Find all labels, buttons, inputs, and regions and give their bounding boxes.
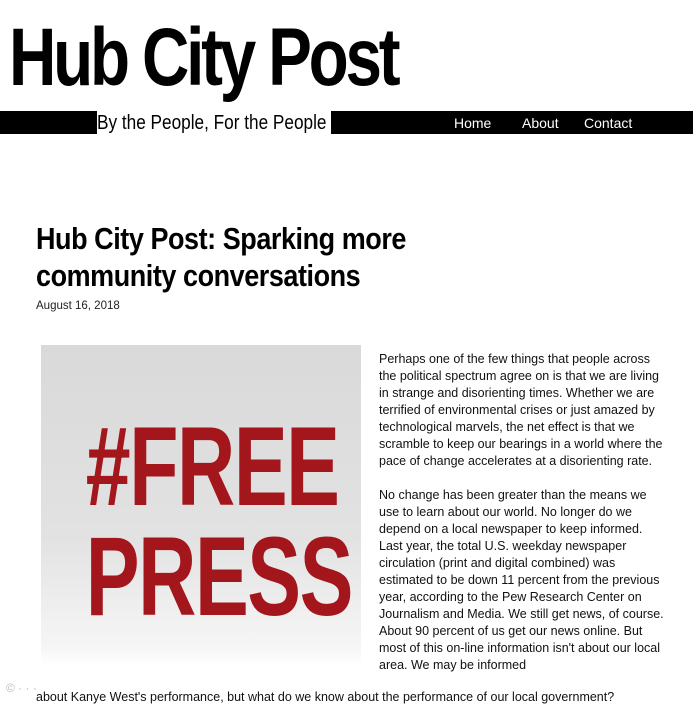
post-date: August 16, 2018 xyxy=(36,300,120,312)
article-body xyxy=(379,351,669,691)
image-text-press: PRESS xyxy=(85,514,352,639)
site-title[interactable]: Hub City Post xyxy=(9,12,398,103)
site-tagline xyxy=(97,111,331,134)
article-paragraph-2: No change has been greater than the means we use to learn about our world. No longer do we depend on a local newspaper to keep informed. Last year, the total U.S. weekday newspaper circulation (print and digital combined) was estimated to be down 11 percent from the previous year, according to the Pew Research Center on Journalism and Media. We still get news, of course. About 90 percent of us get our news online. But most of this on-line information isn't about our local area. We may be informed xyxy=(379,488,664,672)
nav-about-link[interactable]: About xyxy=(522,115,559,131)
free-press-image[interactable] xyxy=(41,345,361,665)
watermark: © · · · xyxy=(6,681,37,695)
nav-contact-link[interactable]: Contact xyxy=(584,115,633,131)
image-text-free: #FREE xyxy=(85,404,339,529)
article-paragraph-2-continued: about Kanye West's performance, but what do we know about the performance of our local government? xyxy=(36,690,615,704)
post-title[interactable]: Hub City Post: Sparking more community conversations xyxy=(36,221,406,293)
article-paragraph-1: Perhaps one of the few things that people across the political spectrum agree on is that we are living in strange and disorienting times. Whether we are terrified of environmental crises or just amazed by technological marvels, the net effect is that we scramble to keep our bearings in a world where the pace of change accelerates at a disorienting rate. xyxy=(379,352,663,468)
site-tagline-text: By the People, For the People xyxy=(97,112,327,134)
nav-home-link[interactable]: Home xyxy=(454,115,492,131)
